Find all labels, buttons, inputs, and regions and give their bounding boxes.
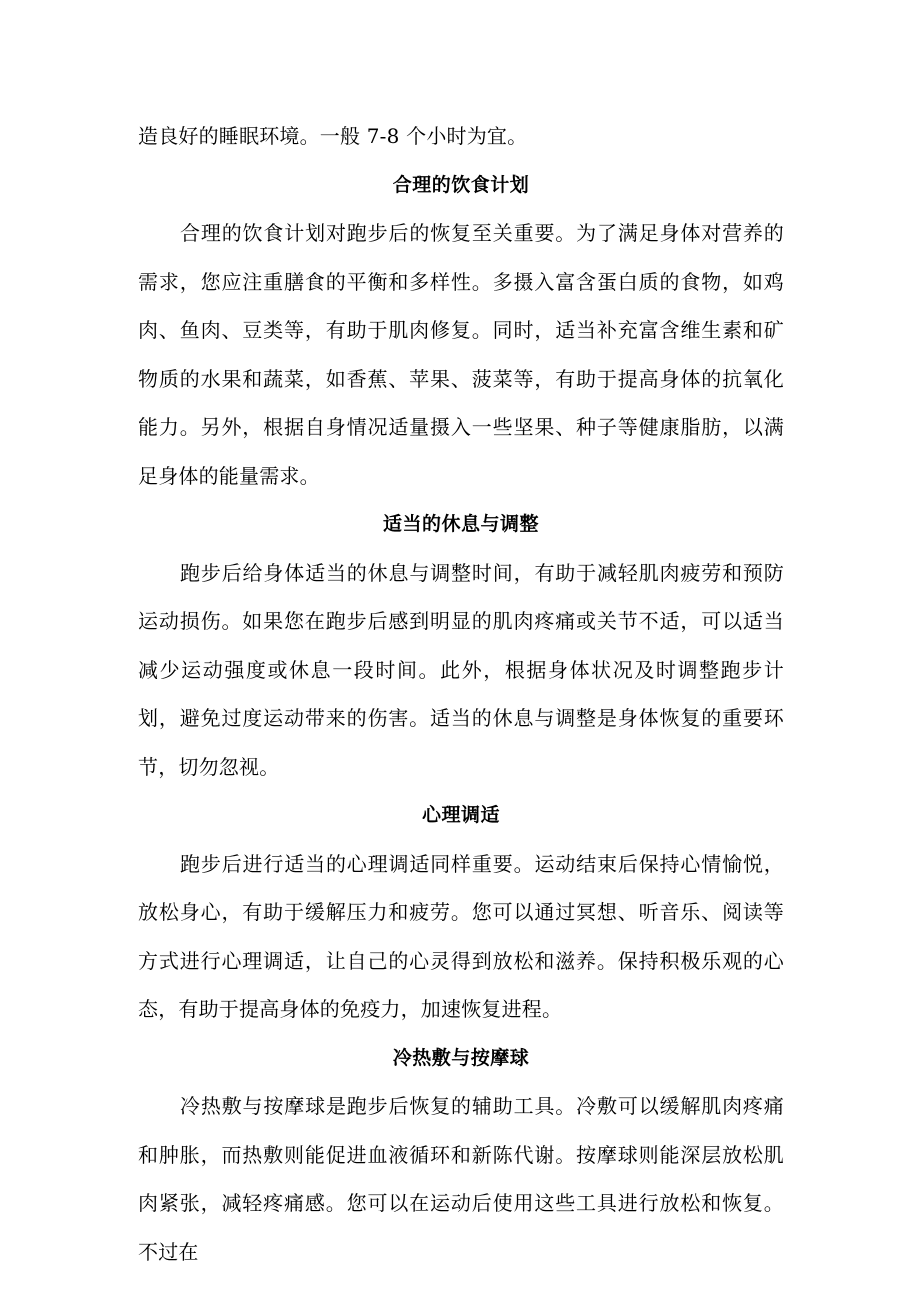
section-heading-diet: 合理的饮食计划 bbox=[392, 173, 530, 196]
section-paragraph-mental: 跑步后进行适当的心理调适同样重要。运动结束后保持心情愉悦，放松身心，有助于缓解压力和疲劳。您可以通过冥想、听音乐、阅读等方式进行心理调适，让自己的心灵得到放松和滋养。保持积极乐观的心态，有助于提高身体的免疫力，加速恢复进程。 bbox=[138, 851, 784, 1021]
section-paragraph-rest: 跑步后给身体适当的休息与调整时间，有助于减轻肌肉疲劳和预防运动损伤。如果您在跑步后感到明显的肌肉疼痛或关节不适，可以适当减少运动强度或休息一段时间。此外，根据身体状况及时调整跑步计划，避免过度运动带来的伤害。适当的休息与调整是身体恢复的重要环节，切勿忽视。 bbox=[138, 560, 784, 779]
section-paragraph-therapy: 冷热敷与按摩球是跑步后恢复的辅助工具。冷敷可以缓解肌肉疼痛和肿胀，而热敷则能促进血液循环和新陈代谢。按摩球则能深层放松肌肉紧张，减轻疼痛感。您可以在运动后使用这些工具进行放松和恢复。不过在 bbox=[138, 1094, 784, 1264]
document-content bbox=[138, 112, 784, 1276]
section-heading-mental: 心理调适 bbox=[421, 804, 500, 826]
section-paragraph-diet: 合理的饮食计划对跑步后的恢复至关重要。为了满足身体对营养的需求，您应注重膳食的平衡和多样性。多摄入富含蛋白质的食物，如鸡肉、鱼肉、豆类等，有助于肌肉修复。同时，适当补充富含维生素和矿物质的水果和蔬菜，如香蕉、苹果、菠菜等，有助于提高身体的抗氧化能力。另外，根据自身情况适量摄入一些坚果、种子等健康脂肪，以满足身体的能量需求。 bbox=[138, 221, 784, 488]
continuation-paragraph: 造良好的睡眠环境。一般 7-8 个小时为宜。 bbox=[138, 124, 528, 148]
section-heading-rest: 适当的休息与调整 bbox=[382, 513, 539, 535]
section-heading-therapy: 冷热敷与按摩球 bbox=[392, 1046, 530, 1069]
